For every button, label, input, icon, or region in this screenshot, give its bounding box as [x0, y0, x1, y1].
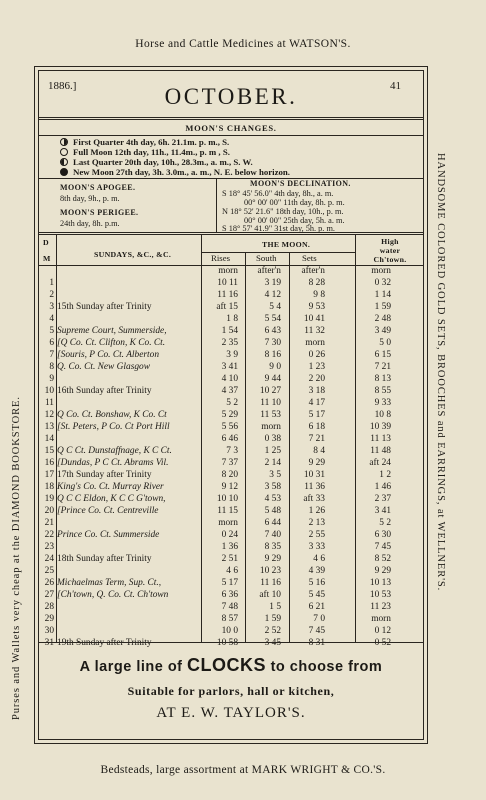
high-water-cell: 11 13 [370, 434, 391, 444]
high-water-cell: 1 46 [374, 482, 391, 492]
moon-rises-cell: 5 29 [221, 410, 238, 420]
moon-south-cell: 3 19 [264, 278, 281, 288]
moon-south-cell: 4 53 [264, 494, 281, 504]
moon-south-cell: 2 52 [264, 626, 281, 636]
high-water-cell: 3 41 [374, 506, 391, 516]
moon-rises-cell: aft 15 [216, 302, 238, 312]
moon-sets-cell: 9 29 [308, 458, 325, 468]
moon-rises-cell: 11 16 [217, 290, 238, 300]
moon-rises-cell: 5 17 [221, 578, 238, 588]
table-row [38, 434, 424, 446]
day-cell: 14 [44, 434, 54, 444]
moon-south-cell: 5 54 [264, 314, 281, 324]
moon-rises-cell: 1 54 [221, 326, 238, 336]
moon-sets-cell: 10 31 [303, 470, 325, 480]
moon-sets-cell: 3 33 [308, 542, 325, 552]
day-cell: 12 [44, 410, 54, 420]
bottom-banner-ad: Bedsteads, large assortment at MARK WRIGHT & CO.'S. [100, 764, 386, 776]
high-water-cell: 10 53 [369, 590, 391, 600]
event-cell: Supreme Court, Summerside, [57, 326, 167, 336]
divider [38, 117, 424, 118]
table-row [38, 278, 424, 290]
moon-sets-cell: 8 28 [308, 278, 325, 288]
high-water-cell: aft 24 [369, 458, 391, 468]
moon-rises-cell: 8 20 [221, 470, 238, 480]
divider [38, 135, 424, 136]
moon-sets-cell: 7 0 [313, 614, 325, 624]
high-water-cell: 1 59 [374, 302, 391, 312]
day-cell: 28 [44, 602, 54, 612]
moon-rises-cell: 3 41 [221, 362, 238, 372]
moon-south-cell: 8 35 [264, 542, 281, 552]
sundays-header: SUNDAYS, &C., &C. [94, 250, 172, 259]
moon-phase-line: New Moon 27th day, 3h. 3.0m., a. m., N. E. below horizon. [60, 167, 290, 177]
divider [38, 234, 424, 235]
the-moon-header: THE MOON. [262, 240, 311, 249]
moon-sets-cell: 8 4 [313, 446, 325, 456]
moon-sets-cell: after'n [301, 266, 325, 276]
moon-sets-cell: 5 45 [308, 590, 325, 600]
declination-line: N 18° 52' 21.6" 18th day, 10h., p. m. [222, 207, 344, 216]
declination-line: 00° 00' 00" 11th day, 8h. p. m. [244, 198, 345, 207]
event-cell: 17th Sunday after Trinity [57, 470, 152, 480]
table-row [38, 458, 424, 470]
high-water-header: High water Ch'town. [373, 237, 407, 264]
table-row [38, 290, 424, 302]
moon-sets-cell: 11 36 [304, 482, 325, 492]
table-row [38, 422, 424, 434]
moon-south-cell: 10 27 [259, 386, 281, 396]
moon-rises-cell: 9 12 [221, 482, 238, 492]
divider [38, 119, 424, 120]
table-row [38, 542, 424, 554]
day-of-month-header: M [43, 254, 51, 263]
moon-sets-cell: 8 31 [308, 638, 325, 648]
moon-rises-cell: 11 15 [217, 506, 238, 516]
moon-rises-cell: 5 2 [226, 398, 238, 408]
moon-rises-cell: 6 46 [221, 434, 238, 444]
table-row [38, 374, 424, 386]
day-cell: 31 [44, 638, 54, 648]
moon-south-cell: 11 16 [260, 578, 281, 588]
divider [38, 178, 424, 179]
table-row [38, 566, 424, 578]
event-cell: [Dundas, P C Ct. Abrams Vil. [57, 458, 169, 468]
high-water-cell: 8 55 [374, 386, 391, 396]
high-water-cell: 0 52 [374, 638, 391, 648]
event-cell: 19th Sunday after Trinity [57, 638, 152, 648]
moon-south-cell: aft 10 [259, 590, 281, 600]
moon-rises-cell: morn [218, 518, 238, 528]
moon-sets-cell: morn [305, 338, 325, 348]
day-cell: 19 [44, 494, 54, 504]
table-row [38, 350, 424, 362]
moon-rises-cell: 3 9 [226, 350, 238, 360]
moon-rises-cell: 10 0 [221, 626, 238, 636]
table-row [38, 470, 424, 482]
moon-phase-line: Last Quarter 20th day, 10h., 28.3m., a. m., S. W. [60, 157, 253, 167]
moon-south-cell: 10 23 [259, 566, 281, 576]
moon-south-cell: 3 5 [269, 470, 281, 480]
day-cell: 18 [44, 482, 54, 492]
table-row [38, 494, 424, 506]
last-quarter-icon [60, 158, 68, 166]
moon-rises-cell: morn [218, 266, 238, 276]
declination-line: 00° 00' 00" 25th day, 5h. a. m. [244, 216, 345, 225]
table-row [38, 578, 424, 590]
table-row [38, 398, 424, 410]
high-water-cell: 1 2 [379, 470, 391, 480]
day-cell: 29 [44, 614, 54, 624]
moon-south-cell: 6 44 [264, 518, 281, 528]
divider [38, 642, 424, 643]
day-cell: 22 [44, 530, 54, 540]
day-cell: 3 [49, 302, 54, 312]
day-cell: 24 [44, 554, 54, 564]
moon-rises-cell: 6 36 [221, 590, 238, 600]
day-cell: 10 [44, 386, 54, 396]
day-cell: 4 [49, 314, 54, 324]
table-row [38, 554, 424, 566]
moon-rises-cell: 0 24 [221, 530, 238, 540]
event-cell: Q C Ct. Dunstaffnage, K C Ct. [57, 446, 172, 456]
moon-south-cell: 2 14 [264, 458, 281, 468]
high-water-cell: 6 15 [374, 350, 391, 360]
moon-rises-cell: 2 35 [221, 338, 238, 348]
moon-south-cell: 11 10 [260, 398, 281, 408]
moon-phase-line: Full Moon 12th day, 11h., 11.4m., p. m , S. [60, 147, 230, 157]
day-cell: 2 [49, 290, 54, 300]
moon-rises-cell: 5 56 [221, 422, 238, 432]
moon-rises-cell: 10 11 [217, 278, 238, 288]
top-banner-ad: Horse and Cattle Medicines at WATSON'S. [135, 38, 351, 50]
day-cell: 6 [49, 338, 54, 348]
table-row [38, 410, 424, 422]
high-water-cell: 5 0 [379, 338, 391, 348]
day-cell: 1 [49, 278, 54, 288]
day-cell: 15 [44, 446, 54, 456]
moon-rises-cell: 4 6 [226, 566, 238, 576]
moon-rises-cell: 7 37 [221, 458, 238, 468]
moon-rises-cell: 4 37 [221, 386, 238, 396]
day-cell: 5 [49, 326, 54, 336]
moon-south-cell: morn [261, 422, 281, 432]
moon-rises-cell: 10 10 [216, 494, 238, 504]
table-row [38, 482, 424, 494]
south-header: South [256, 253, 277, 263]
moon-phase-line: First Quarter 4th day, 6h. 21.1m. p. m., S. [60, 137, 229, 147]
moon-rises-cell: 8 57 [221, 614, 238, 624]
table-row [38, 638, 424, 650]
divider [38, 232, 424, 233]
event-cell: 15th Sunday after Trinity [57, 302, 152, 312]
table-row [38, 302, 424, 314]
day-cell: 25 [44, 566, 54, 576]
day-cell: 7 [49, 350, 54, 360]
high-water-cell: 2 37 [374, 494, 391, 504]
moon-sets-cell: 3 18 [308, 386, 325, 396]
moon-sets-cell: 5 16 [308, 578, 325, 588]
divider [201, 252, 355, 253]
perigee-label: MOON'S PERIGEE. [60, 208, 139, 217]
event-cell: [Souris, P Co. Ct. Alberton [57, 350, 160, 360]
moon-sets-cell: 7 45 [308, 626, 325, 636]
high-water-cell: 10 13 [369, 578, 391, 588]
declination-line: S 18° 57' 41.9" 31st day, 5h. p. m. [222, 224, 335, 233]
day-cell: 11 [44, 398, 54, 408]
moon-sets-cell: 6 18 [308, 422, 325, 432]
high-water-cell: 8 52 [374, 554, 391, 564]
moon-sets-cell: 4 39 [308, 566, 325, 576]
high-water-cell: 7 45 [374, 542, 391, 552]
moon-rises-cell: 10 58 [216, 638, 238, 648]
table-row [38, 590, 424, 602]
table-row [38, 626, 424, 638]
day-cell: 16 [44, 458, 54, 468]
new-moon-icon [60, 168, 68, 176]
moon-sets-cell: aft 33 [303, 494, 325, 504]
day-cell: 13 [44, 422, 54, 432]
moon-sets-cell: 4 6 [313, 554, 325, 564]
apogee-value: 8th day, 9h., p. m. [60, 194, 120, 203]
high-water-cell: morn [371, 266, 391, 276]
table-row [38, 338, 424, 350]
moon-sets-cell: 2 55 [308, 530, 325, 540]
event-cell: Q. Co. Ct. New Glasgow [57, 362, 150, 372]
clocks-ad-headline: A large line of CLOCKS to choose from [79, 655, 383, 675]
sets-header: Sets [302, 253, 317, 263]
rises-header: Rises [211, 253, 231, 263]
moon-rises-cell: 4 10 [221, 374, 238, 384]
moon-rises-cell: 2 51 [221, 554, 238, 564]
high-water-cell: 10 39 [369, 422, 391, 432]
month-title: OCTOBER. [164, 84, 298, 109]
moon-rises-cell: 7 3 [226, 446, 238, 456]
moon-sets-cell: 0 26 [308, 350, 325, 360]
moon-south-cell: 9 29 [264, 554, 281, 564]
page-number: 41 [390, 80, 401, 92]
moon-sets-cell: 2 13 [308, 518, 325, 528]
table-row [38, 506, 424, 518]
clocks-ad-store: AT E. W. TAYLOR'S. [156, 705, 306, 721]
high-water-cell: 11 23 [370, 602, 391, 612]
moon-sets-cell: 4 17 [308, 398, 325, 408]
moon-south-cell: 3 58 [264, 482, 281, 492]
moon-south-cell: 9 44 [264, 374, 281, 384]
high-water-cell: 11 48 [370, 446, 391, 456]
high-water-cell: 0 12 [374, 626, 391, 636]
event-cell: 18th Sunday after Trinity [57, 554, 152, 564]
right-side-banner-ad: HANDSOME COLORED GOLD SETS, BROOCHES and EARRINGS, at WELLNER'S. [435, 153, 446, 592]
moon-sets-cell: 2 20 [308, 374, 325, 384]
table-row [38, 314, 424, 326]
moon-south-cell: 4 12 [264, 290, 281, 300]
moon-sets-cell: 9 53 [308, 302, 325, 312]
high-water-cell: morn [371, 614, 391, 624]
high-water-cell: 6 30 [374, 530, 391, 540]
day-of-month-header: D [43, 238, 49, 247]
day-cell: 30 [44, 626, 54, 636]
moon-south-cell: 9 0 [269, 362, 281, 372]
table-row [38, 266, 424, 278]
table-row [38, 386, 424, 398]
day-cell: 20 [44, 506, 54, 516]
first-quarter-icon [60, 138, 68, 146]
moon-sets-cell: 6 21 [308, 602, 325, 612]
clocks-ad-subline: Suitable for parlors, hall or kitchen, [127, 684, 335, 698]
event-cell: Prince Co. Ct. Summerside [57, 530, 160, 540]
moon-south-cell: 1 25 [264, 446, 281, 456]
day-cell: 9 [49, 374, 54, 384]
table-row [38, 518, 424, 530]
moon-south-cell: 6 43 [264, 326, 281, 336]
table-row [38, 362, 424, 374]
moon-sets-cell: 10 41 [303, 314, 325, 324]
left-side-banner-ad: Purses and Wallets very cheap at the DIAMOND BOOKSTORE. [11, 396, 22, 720]
moon-rises-cell: 7 48 [221, 602, 238, 612]
moon-south-cell: 5 4 [269, 302, 281, 312]
event-cell: Michaelmas Term, Sup. Ct., [57, 578, 162, 588]
full-moon-icon [60, 148, 68, 156]
high-water-cell: 10 8 [374, 410, 391, 420]
high-water-cell: 0 32 [374, 278, 391, 288]
day-cell: 27 [44, 590, 54, 600]
moon-south-cell: 7 30 [264, 338, 281, 348]
moon-sets-cell: 11 32 [304, 326, 325, 336]
moon-changes-title: MOON'S CHANGES. [185, 123, 277, 133]
high-water-cell: 3 49 [374, 326, 391, 336]
event-cell: [Prince Co. Ct. Centreville [57, 506, 159, 516]
moon-sets-cell: 9 8 [313, 290, 325, 300]
high-water-cell: 7 21 [374, 362, 391, 372]
moon-south-cell: after'n [257, 266, 281, 276]
declination-line: S 18° 45' 56.0" 4th day, 8h., a. m. [222, 189, 334, 198]
moon-sets-cell: 7 21 [308, 434, 325, 444]
high-water-cell: 9 33 [374, 398, 391, 408]
day-cell: 23 [44, 542, 54, 552]
day-cell: 8 [49, 362, 54, 372]
table-row [38, 614, 424, 626]
high-water-cell: 2 48 [374, 314, 391, 324]
moon-south-cell: 7 40 [264, 530, 281, 540]
moon-sets-cell: 1 23 [308, 362, 325, 372]
high-water-cell: 9 29 [374, 566, 391, 576]
event-cell: King's Co. Ct. Murray River [57, 482, 164, 492]
moon-south-cell: 0 38 [264, 434, 281, 444]
event-cell: [Q Co. Ct. Clifton, K Co. Ct. [57, 338, 166, 348]
moon-rises-cell: 1 8 [226, 314, 238, 324]
moon-south-cell: 1 5 [269, 602, 281, 612]
event-cell: [St. Peters, P Co. Ct Port Hill [57, 422, 170, 432]
event-cell: 16th Sunday after Trinity [57, 386, 152, 396]
table-row [38, 602, 424, 614]
moon-south-cell: 3 45 [264, 638, 281, 648]
high-water-cell: 5 2 [379, 518, 391, 528]
clocks-emphasis: CLOCKS [187, 655, 267, 675]
table-row [38, 446, 424, 458]
day-cell: 21 [44, 518, 54, 528]
event-cell: [Ch'town, Q. Co. Ct. Ch'town [57, 590, 169, 600]
perigee-value: 24th day, 8h. p.m. [60, 219, 120, 228]
moon-south-cell: 5 48 [264, 506, 281, 516]
moon-sets-cell: 1 26 [308, 506, 325, 516]
table-row [38, 326, 424, 338]
high-water-cell: 8 13 [374, 374, 391, 384]
day-cell: 17 [44, 470, 54, 480]
divider [216, 178, 217, 232]
day-cell: 26 [44, 578, 54, 588]
moon-south-cell: 11 53 [260, 410, 281, 420]
moon-rises-cell: 1 36 [221, 542, 238, 552]
event-cell: Q Co. Ct. Bonshaw, K Co. Ct [57, 410, 167, 420]
event-cell: Q C C Eldon, K C C G'town, [57, 494, 166, 504]
high-water-cell: 1 14 [374, 290, 391, 300]
year-label: 1886.] [48, 80, 77, 92]
moon-sets-cell: 5 17 [308, 410, 325, 420]
apogee-label: MOON'S APOGEE. [60, 183, 136, 192]
table-row [38, 530, 424, 542]
moon-south-cell: 8 16 [264, 350, 281, 360]
declination-label: MOON'S DECLINATION. [250, 179, 351, 188]
moon-south-cell: 1 59 [264, 614, 281, 624]
